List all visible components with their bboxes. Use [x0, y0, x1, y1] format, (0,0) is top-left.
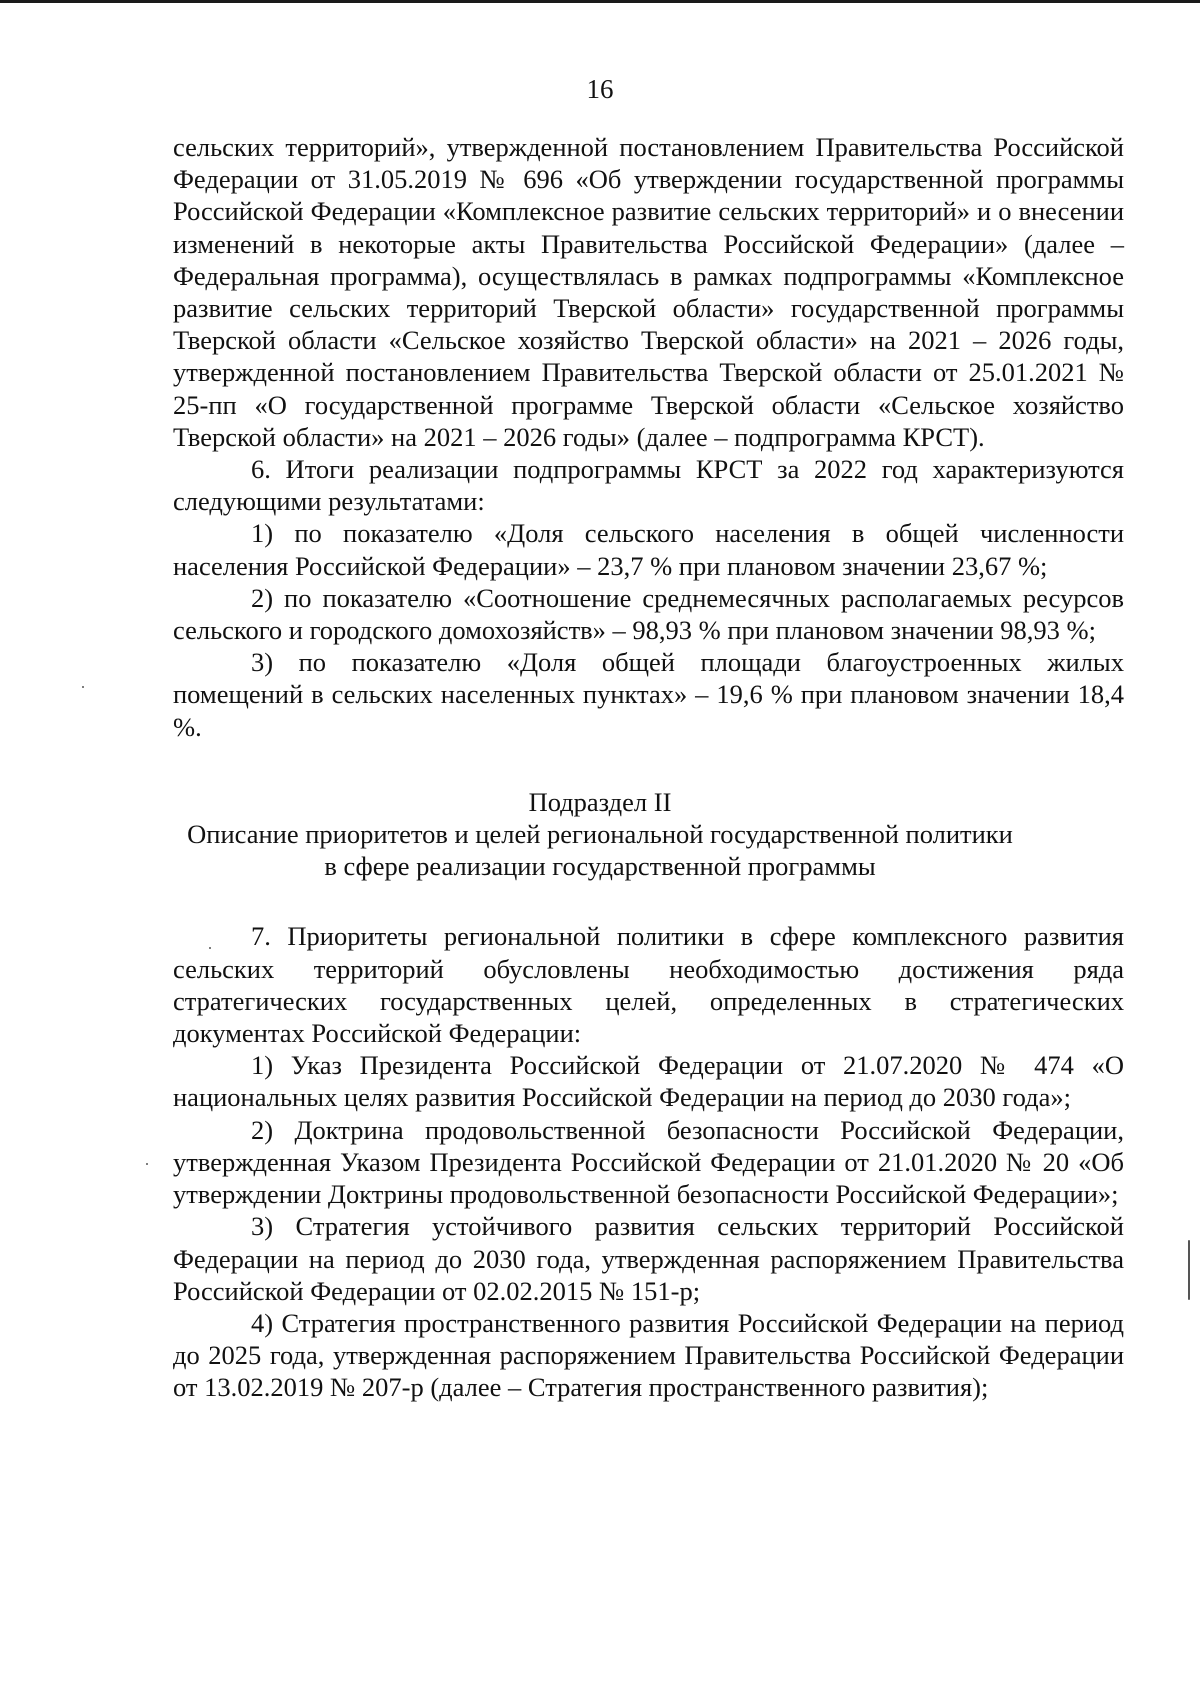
section-header: [173, 786, 1124, 883]
paragraph-item-6: 6. Итоги реализации подпрограммы КРСТ за 2022 год характеризуются следующими результатами:: [173, 454, 1124, 517]
scan-speck: [82, 686, 84, 688]
scan-speck: [146, 1163, 148, 1165]
paragraph-item-7-4: 4) Стратегия пространственного развития Российской Федерации на период до 2025 года, утвержденная распоряжением Правительства Российской Федерации от 13.02.2019 № 207-р (далее – Стратегия пространственного развития);: [173, 1307, 1124, 1403]
paragraphs-top: [173, 131, 1124, 743]
scan-edge: [0, 0, 1200, 3]
section-title-line-2: в сфере реализации государственной программы: [324, 851, 876, 882]
paragraph-item-6-1: 1) по показателю «Доля сельского населения в общей численности населения Российской Федерации» – 23,7 % при плановом значении 23,67 %;: [173, 518, 1124, 581]
paragraph-intro: сельских территорий», утвержденной постановлением Правительства Российской Федерации от 31.05.2019 № 696 «Об утверждении государственной программы Российской Федерации «Комплексное развитие сельских территорий» и о внесении изменений в некоторые акты Правительства Российской Федерации» (далее – Федеральная программа), осуществлялась в рамках подпрограммы «Комплексное развитие сельских территорий Тверской области» государственной программы Тверской области «Сельское хозяйство Тверской области» на 2021 – 2026 годы, утвержденной постановлением Правительства Тверской области от 25.01.2021 № 25-пп «О государственной программе Тверской области «Сельское хозяйство Тверской области» на 2021 – 2026 годы» (далее – подпрограмма КРСТ).: [173, 132, 1124, 452]
document-body: [173, 131, 1124, 1404]
spacer: [173, 882, 1124, 920]
paragraph-item-7-3: 3) Стратегия устойчивого развития сельских территорий Российской Федерации на период до 2030 года, утвержденная распоряжением Правительства Российской Федерации от 02.02.2015 № 151-р;: [173, 1211, 1124, 1306]
section-title-line-1: Описание приоритетов и целей региональной государственной политики: [187, 819, 1013, 850]
paragraph-item-6-2: 2) по показателю «Соотношение среднемесячных располагаемых ресурсов сельского и городского домохозяйств» – 98,93 % при плановом значении 98,93 %;: [173, 582, 1124, 646]
paragraphs-bottom: [173, 920, 1124, 1403]
paragraph-item-7-1: 1) Указ Президента Российской Федерации от 21.07.2020 № 474 «О национальных целях развития Российской Федерации на период до 2030 года»;: [173, 1050, 1124, 1113]
paragraph-item-7: 7. Приоритеты региональной политики в сфере комплексного развития сельских территорий обусловлены необходимостью достижения ряда стратегических государственных целей, определенных в стратегических документах Российской Федерации:: [173, 921, 1124, 1049]
paragraph-item-6-3: 3) по показателю «Доля общей площади благоустроенных жилых помещений в сельских населенных пунктах» – 19,6 % при плановом значении 18,4 %.: [173, 647, 1124, 742]
spacer: [173, 743, 1124, 786]
paragraph-item-7-2: 2) Доктрина продовольственной безопасности Российской Федерации, утвержденная Указом Президента Российской Федерации от 21.01.2020 № 20 «Об утверждении Доктрины продовольственной безопасности Российской Федерации»;: [173, 1114, 1124, 1210]
page-number: 16: [586, 74, 614, 104]
scan-speck: [209, 947, 211, 949]
scan-edge-mark: [1188, 1240, 1190, 1300]
section-label: Подраздел II: [528, 786, 672, 817]
